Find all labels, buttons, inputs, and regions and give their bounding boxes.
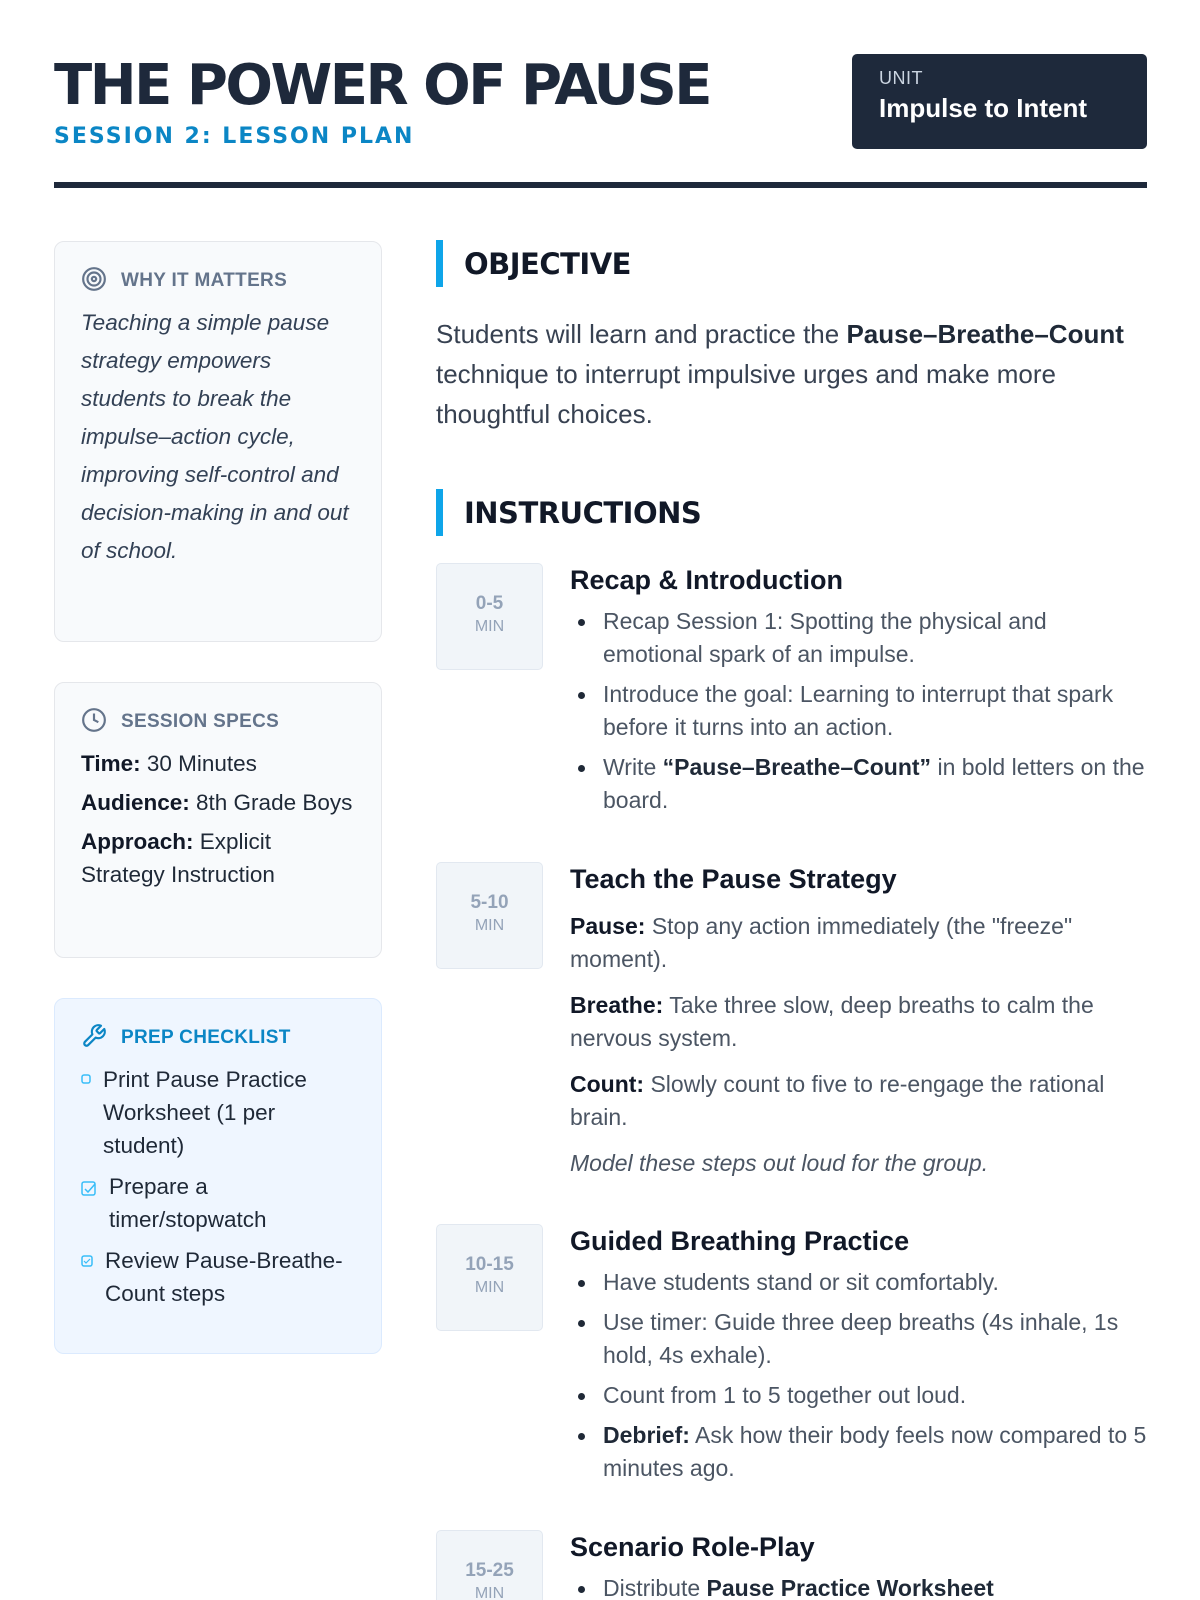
page-header (54, 50, 1147, 188)
list-item-emphasis: “Pause–Breathe–Count” (662, 754, 932, 780)
instruction-step (436, 563, 1148, 824)
list-item-text: Write (603, 754, 663, 780)
page-subtitle: SESSION 2: LESSON PLAN (54, 124, 415, 149)
main-content (436, 240, 1148, 1600)
spec-audience-label: Audience: (81, 790, 190, 815)
wrench-icon (81, 1023, 107, 1054)
spec-audience (81, 786, 355, 819)
time-unit: MIN (474, 1279, 505, 1296)
list-item (570, 751, 1148, 817)
spec-time-value: 30 Minutes (146, 751, 257, 776)
time-badge (436, 862, 543, 969)
target-icon (81, 266, 107, 297)
count-text: Slowly count to five to re-engage the rational brain. (570, 1071, 1105, 1130)
spec-approach (81, 825, 355, 891)
objective-text (436, 314, 1148, 434)
list-item-emphasis: Pause Practice Worksheet (706, 1575, 994, 1600)
checklist-item-label: Review Pause-Breathe-Count steps (105, 1248, 343, 1306)
instruction-step (436, 1530, 1148, 1600)
spec-approach-value: Explicit Strategy Instruction (81, 829, 275, 887)
prep-checklist-title: PREP CHECKLIST (121, 1027, 291, 1048)
objective-text-end: technique to interrupt impulsive urges and make more thoughtful choices. (436, 359, 1056, 429)
session-specs-title: SESSION SPECS (121, 711, 280, 732)
time-badge (436, 563, 543, 670)
time-unit: MIN (474, 1585, 505, 1600)
pause-label: Pause: (570, 913, 646, 939)
checklist-item-label: Print Pause Practice Worksheet (1 per student) (103, 1067, 307, 1158)
objective-technique: Pause–Breathe–Count (846, 319, 1124, 349)
step-title: Recap & Introduction (570, 565, 844, 595)
checklist-item[interactable] (81, 1063, 355, 1162)
instruction-step (436, 862, 1148, 1180)
checklist-item[interactable] (81, 1170, 355, 1236)
list-item-text: in bold letters on the board. (603, 754, 1145, 813)
time-badge (436, 1530, 543, 1600)
why-it-matters-text: Teaching a simple pause strategy empowers students to break the impulse–action cycle, improving self-control and decision-making in and out of school. (81, 310, 349, 563)
objective-heading: OBJECTIVE (436, 240, 1148, 287)
spec-audience-value: 8th Grade Boys (196, 790, 353, 815)
count-label: Count: (570, 1071, 645, 1097)
step-title: Guided Breathing Practice (570, 1226, 910, 1256)
checklist-item[interactable] (81, 1244, 355, 1310)
why-it-matters-card (54, 241, 382, 642)
spec-approach-label: Approach: (81, 829, 194, 854)
list-item-emphasis: Debrief: (603, 1422, 690, 1448)
instruction-step (436, 1224, 1148, 1492)
step-title: Scenario Role-Play (570, 1532, 815, 1562)
list-item (570, 1419, 1148, 1485)
unit-badge (852, 54, 1147, 149)
time-badge (436, 1224, 543, 1331)
pause-step (570, 910, 1148, 976)
time-range: 0-5 (475, 593, 504, 614)
spec-time-label: Time: (81, 751, 141, 776)
spec-time (81, 747, 355, 780)
session-specs-card (54, 682, 382, 958)
checkbox-icon (81, 1255, 93, 1267)
list-item: Use timer: Guide three deep breaths (4s inhale, 1s hold, 4s exhale). (570, 1306, 1148, 1372)
pause-text: Stop any action immediately (the "freeze" moment). (570, 913, 1073, 972)
page-title: THE POWER OF PAUSE (54, 53, 711, 118)
model-note: Model these steps out loud for the group. (570, 1150, 989, 1176)
clock-icon (81, 707, 107, 738)
objective-text-start: Students will learn and practice the (436, 319, 847, 349)
list-item: Recap Session 1: Spotting the physical and emotional spark of an impulse. (570, 605, 1148, 671)
list-item: Introduce the goal: Learning to interrupt that spark before it turns into an action. (570, 678, 1148, 744)
list-item: Count from 1 to 5 together out loud. (570, 1379, 1148, 1412)
breathe-step (570, 989, 1148, 1055)
list-item (570, 1572, 1148, 1600)
breathe-label: Breathe: (570, 992, 664, 1018)
unit-value: Impulse to Intent (879, 93, 1087, 123)
time-range: 15-25 (465, 1560, 514, 1581)
why-it-matters-title: WHY IT MATTERS (121, 270, 288, 291)
step-title: Teach the Pause Strategy (570, 864, 897, 894)
unit-label: UNIT (879, 68, 923, 88)
time-range: 5-10 (470, 892, 509, 913)
checkbox-icon (81, 1181, 97, 1197)
time-unit: MIN (474, 618, 505, 635)
list-item-text: Ask how their body feels now compared to 5 minutes ago. (603, 1422, 1147, 1481)
checkbox-icon (81, 1074, 91, 1084)
time-range: 10-15 (465, 1254, 514, 1275)
time-unit: MIN (474, 917, 505, 934)
list-item-text: Distribute (603, 1575, 707, 1600)
checklist-item-label: Prepare a timer/stopwatch (109, 1174, 267, 1232)
breathe-text: Take three slow, deep breaths to calm the nervous system. (570, 992, 1094, 1051)
prep-checklist-card (54, 998, 382, 1354)
instructions-heading: INSTRUCTIONS (436, 489, 1148, 536)
list-item: Have students stand or sit comfortably. (570, 1266, 1148, 1299)
count-step (570, 1068, 1148, 1134)
